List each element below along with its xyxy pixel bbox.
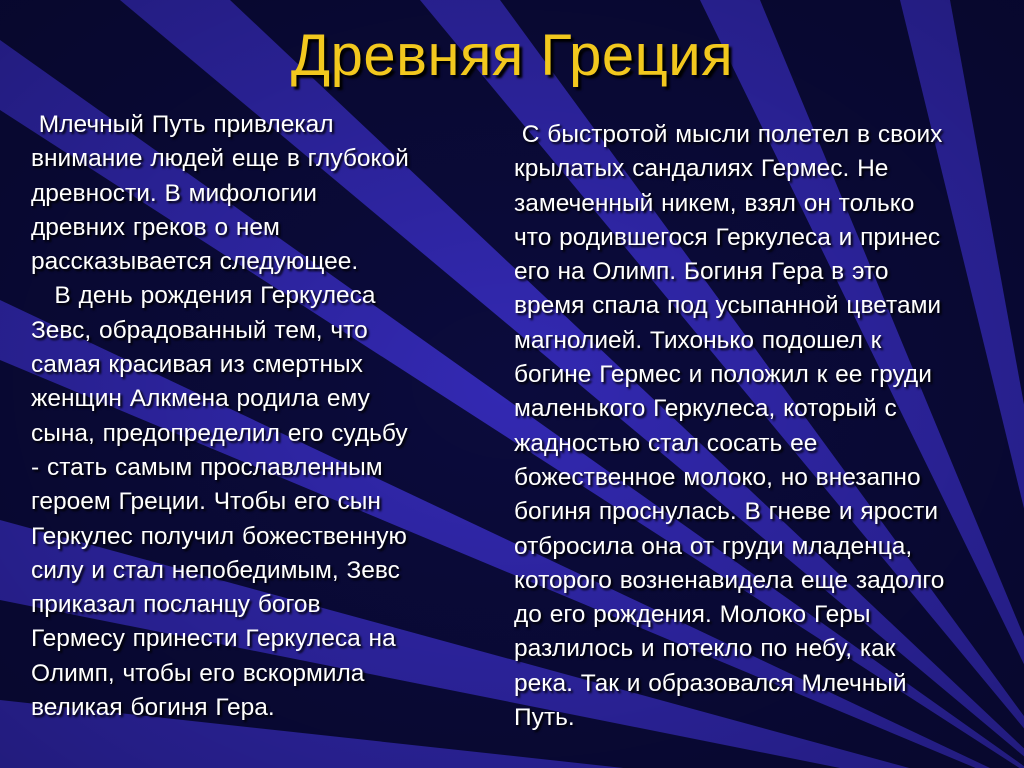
- text-line: древности. В мифологии: [31, 179, 317, 207]
- text-line: женщин Алкмена родила ему: [31, 385, 370, 413]
- text-line: древних греков о нем: [31, 213, 280, 241]
- text-line: самая красивая из смертных: [31, 351, 363, 379]
- text-line: что родившегося Геркулеса и принес: [514, 223, 941, 251]
- text-line: Млечный Путь привлекал: [31, 111, 334, 138]
- text-line: Гермесу принести Геркулеса на: [31, 625, 396, 653]
- text-line: до его рождения. Молоко Геры: [514, 601, 871, 629]
- text-line: Путь.: [514, 704, 575, 732]
- text-line: Олимп, чтобы его вскормила: [31, 659, 365, 687]
- text-line: время спала под усыпанной цветами: [514, 292, 942, 320]
- text-line: маленького Геркулеса, который с: [514, 395, 897, 423]
- text-line: силу и стал непобедимым, Зевс: [31, 556, 400, 584]
- slide-title: Древняя Греция: [290, 23, 734, 88]
- text-line: Зевс, обрадованный тем, что: [31, 316, 368, 344]
- text-line: приказал посланцу богов: [31, 591, 321, 619]
- left-text-column: [31, 108, 471, 725]
- text-line: божественное молоко, но внезапно: [514, 463, 921, 491]
- text-line: замеченный никем, взял он только: [514, 189, 915, 217]
- text-line: Геркулес получил божественную: [31, 522, 407, 550]
- text-line: - стать самым прославленным: [31, 453, 383, 481]
- text-line: магнолией. Тихонько подошел к: [514, 326, 882, 354]
- text-line: В день рождения Геркулеса: [31, 282, 376, 310]
- right-text-column: [514, 118, 1004, 735]
- text-line: разлилось и потекло по небу, как: [514, 635, 896, 663]
- text-line: сына, предопределил его судьбу: [31, 419, 408, 447]
- text-line: которого возненавидела еще задолго: [514, 566, 945, 594]
- text-line: внимание людей еще в глубокой: [31, 145, 409, 173]
- text-line: жадностью стал сосать ее: [514, 429, 818, 457]
- text-line: река. Так и образовался Млечный: [514, 669, 907, 697]
- text-line: его на Олимп. Богиня Гера в это: [514, 258, 889, 286]
- text-line: С быстротой мысли полетел в своих: [514, 121, 943, 148]
- text-line: рассказывается следующее.: [31, 248, 359, 276]
- text-line: героем Греции. Чтобы его сын: [31, 488, 381, 516]
- text-line: отбросила она от груди младенца,: [514, 532, 913, 560]
- text-line: богине Гермес и положил к ее груди: [514, 361, 932, 389]
- text-line: крылатых сандалиях Гермес. Не: [514, 155, 889, 183]
- text-line: богиня проснулась. В гневе и ярости: [514, 498, 939, 526]
- text-line: великая богиня Гера.: [31, 694, 275, 722]
